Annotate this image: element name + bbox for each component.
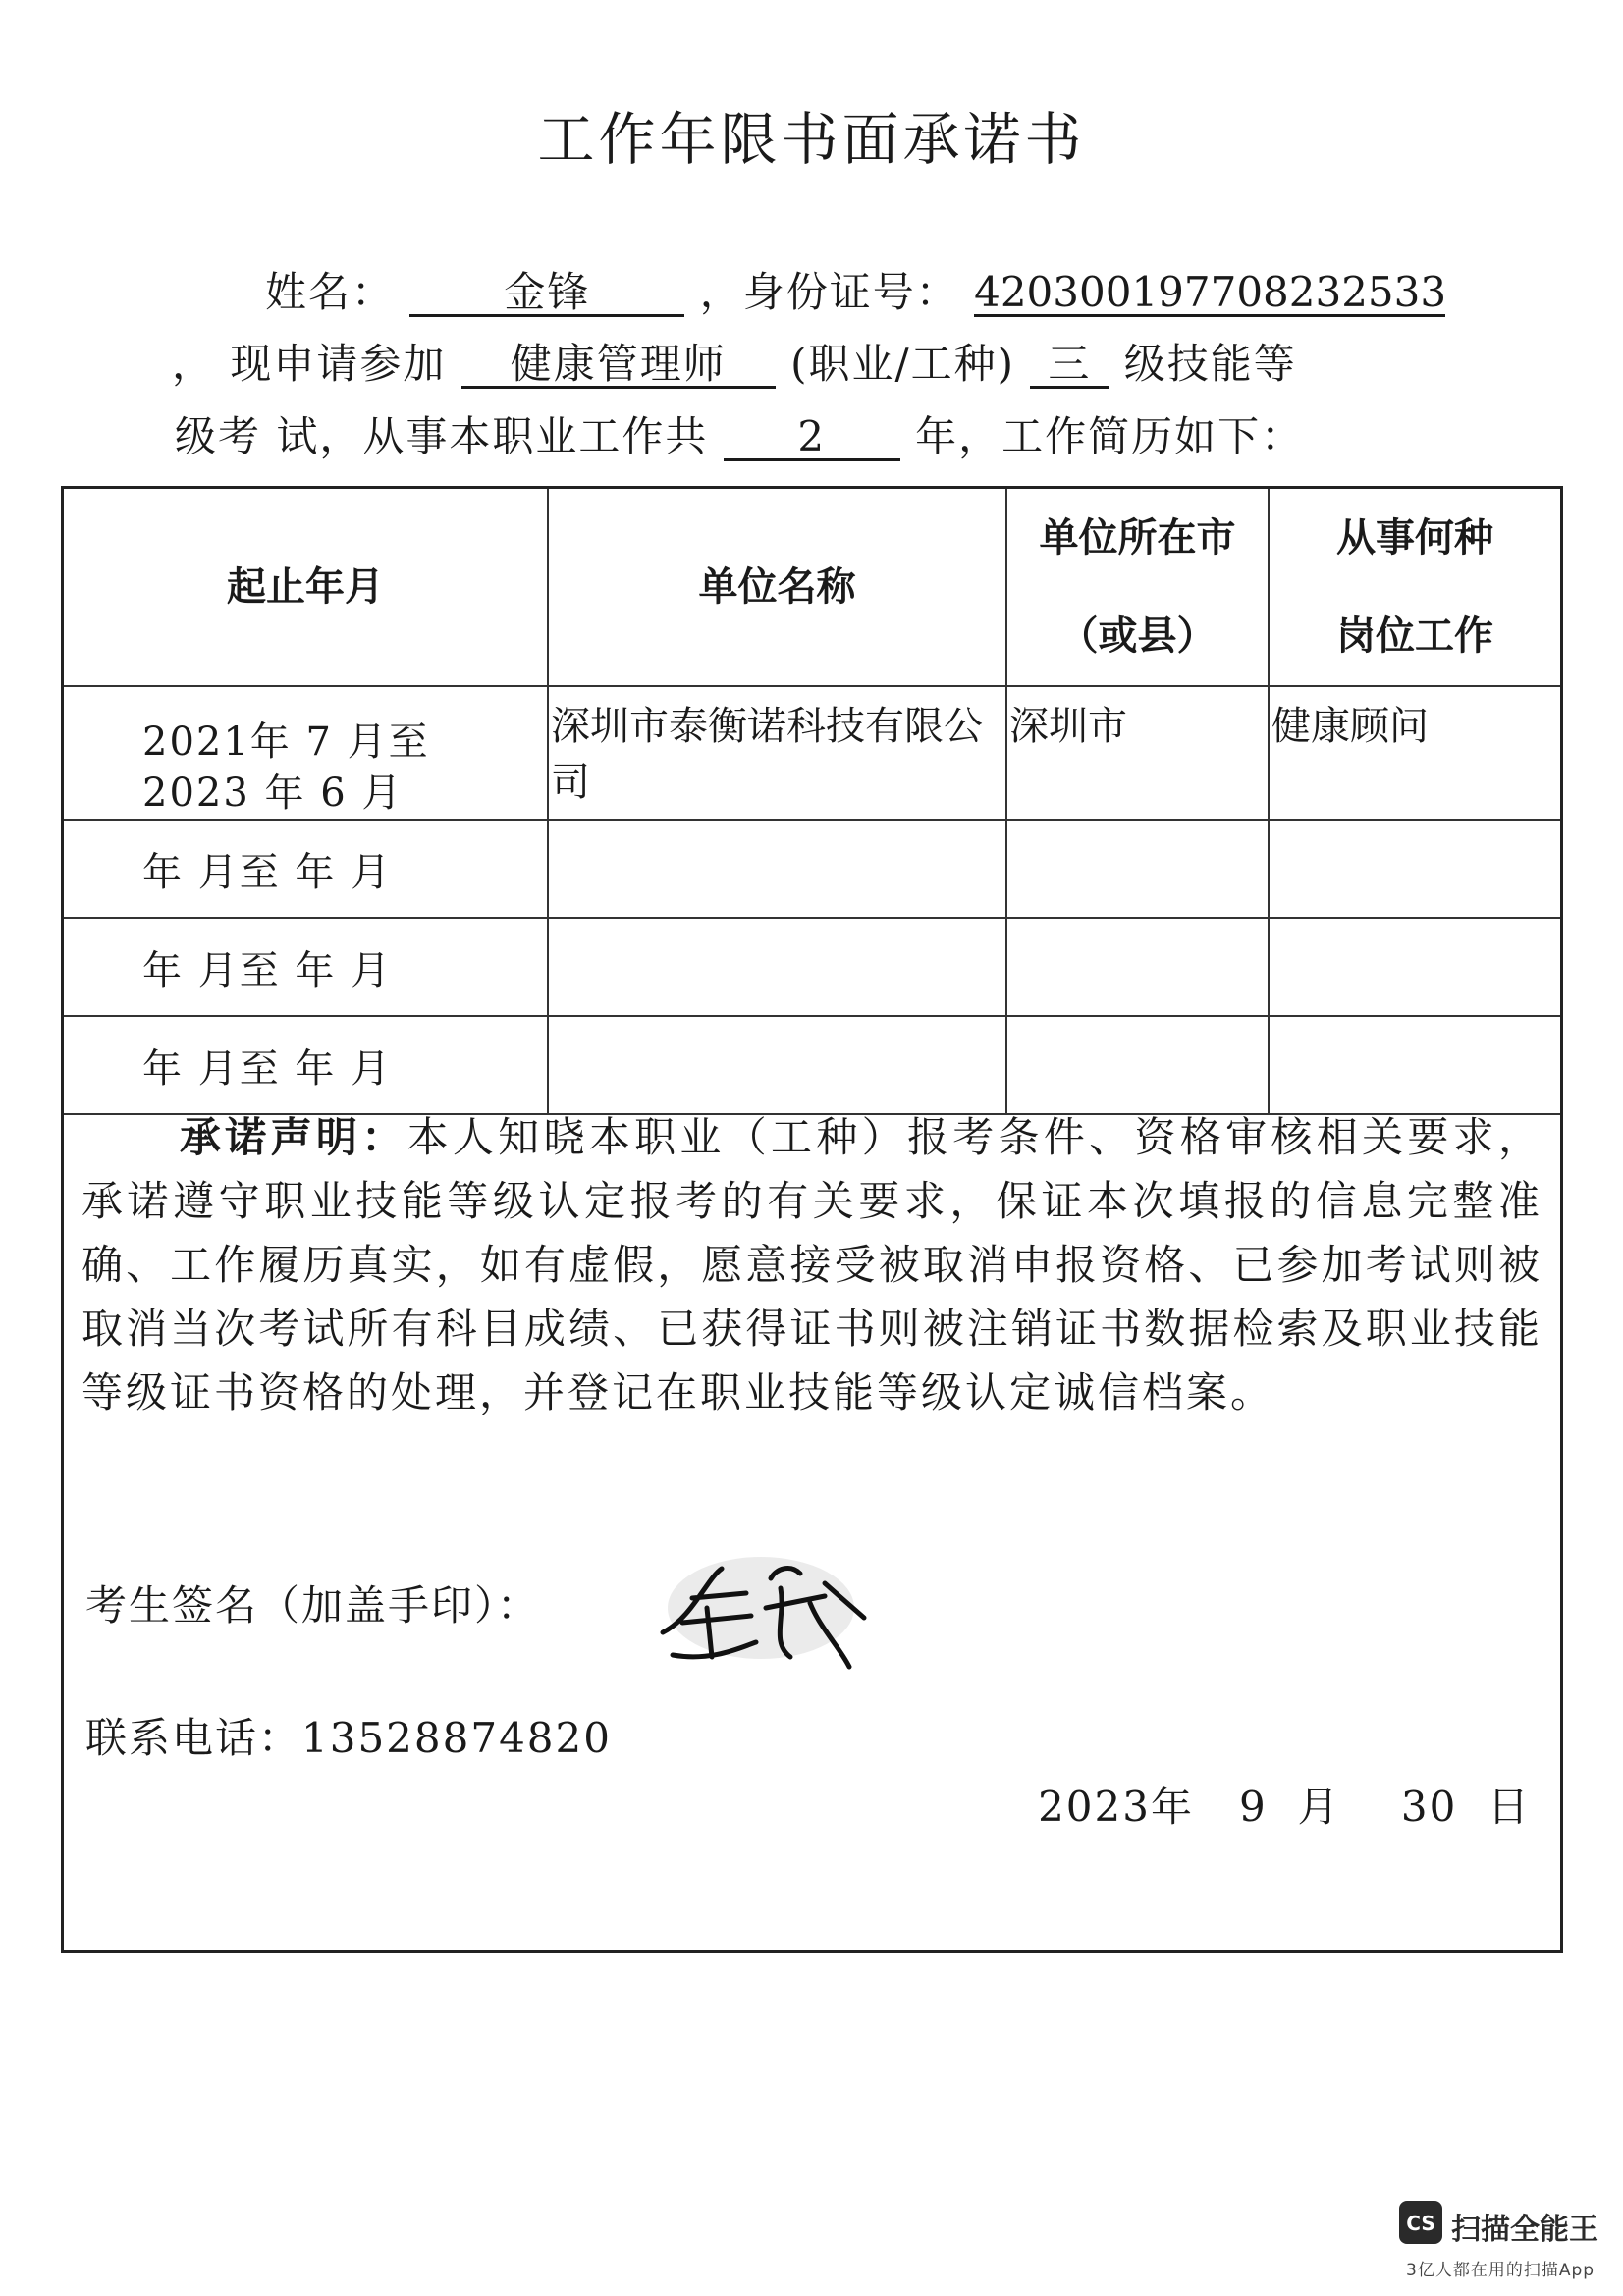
declaration-paragraph (81, 1105, 1542, 1424)
header-post-line1: 从事何种 (1336, 515, 1493, 561)
row-period: 年 月至 年 月 (64, 918, 548, 1016)
row-post (1269, 1016, 1560, 1114)
row-period: 年 月至 年 月 (64, 820, 548, 918)
row-city (1006, 918, 1269, 1016)
id-label: ，身份证号： (699, 268, 959, 316)
table-row (64, 1016, 1560, 1114)
signature-label: 考生签名（加盖手印）： (85, 1581, 541, 1629)
header-post (1269, 489, 1560, 686)
row-city (1006, 820, 1269, 918)
row-unit (548, 918, 1006, 1016)
id-number: 420300197708232533 (974, 268, 1447, 316)
occupation-name: 健康管理师 (461, 343, 776, 389)
row-period: 2021年 7 月至2023 年 6 月 (64, 686, 548, 820)
form-frame (61, 486, 1563, 1953)
row-post (1269, 820, 1560, 918)
row-unit: 深圳市泰衡诺科技有限公司 (548, 686, 1006, 820)
table-row (64, 686, 1560, 820)
applicant-line-2 (172, 332, 1297, 391)
header-city (1006, 489, 1269, 686)
work-history-table (64, 489, 1560, 1115)
level-suffix: 级技能等 (1123, 340, 1297, 388)
handwritten-signature (653, 1549, 889, 1686)
logo-badge-text: CS (1406, 2212, 1435, 2235)
apply-prefix: ， 现申请参加 (172, 340, 447, 388)
phone-line (85, 1706, 612, 1765)
row-unit (548, 1016, 1006, 1114)
declaration-text: 本人知晓本职业（工种）报考条件、资格审核相关要求，承诺遵守职业技能等级认定报考的有关要求，保证本次填报的信息完整准确、工作履历真实，如有虚假，愿意接受被取消申报资格、已参加考试则被取消当次考试所有科目成绩、已获得证书则被注销证书数据检索及职业技能等级证书资格的处理，并登记在职业技能等级认定诚信档案。 (81, 1113, 1542, 1416)
header-unit-name: 单位名称 (548, 489, 1006, 686)
occupation-suffix: (职业/工种) (790, 340, 1016, 388)
header-city-line2: （或县） (1058, 614, 1217, 659)
header-period: 起止年月 (64, 489, 548, 686)
row-post: 健康顾问 (1269, 686, 1560, 820)
name-label: 姓名： (265, 268, 396, 316)
declaration-lead: 承诺声明： (180, 1113, 407, 1161)
work-years: 2 (724, 415, 900, 461)
table-row (64, 918, 1560, 1016)
row-city: 深圳市 (1006, 686, 1269, 820)
document-title: 工作年限书面承诺书 (537, 106, 1086, 173)
row-period: 年 月至 年 月 (64, 1016, 548, 1114)
watermark-app-name: 扫描全能王 (1451, 2213, 1598, 2247)
row-unit (548, 820, 1006, 918)
applicant-line-1 (265, 260, 1445, 319)
applicant-name: 金锋 (409, 271, 684, 317)
phone-label: 联系电话： (85, 1714, 302, 1762)
years-suffix: 年，工作简历如下： (915, 412, 1305, 460)
phone-number: 13528874820 (301, 1714, 612, 1762)
exam-prefix: 级考 试，从事本职业工作共 (175, 412, 709, 460)
row-post (1269, 918, 1560, 1016)
signing-date: 2023年 9 月 30 日 (1038, 1783, 1531, 1831)
header-post-line2: 岗位工作 (1336, 614, 1493, 659)
table-header-row (64, 489, 1560, 686)
applicant-line-3 (175, 404, 1304, 463)
skill-level: 三 (1030, 343, 1109, 389)
watermark-tagline: 3亿人都在用的扫描App (1406, 2261, 1596, 2280)
camscanner-logo-icon (1399, 2201, 1442, 2244)
table-row (64, 820, 1560, 918)
row-city (1006, 1016, 1269, 1114)
header-city-line1: 单位所在市 (1039, 515, 1236, 561)
